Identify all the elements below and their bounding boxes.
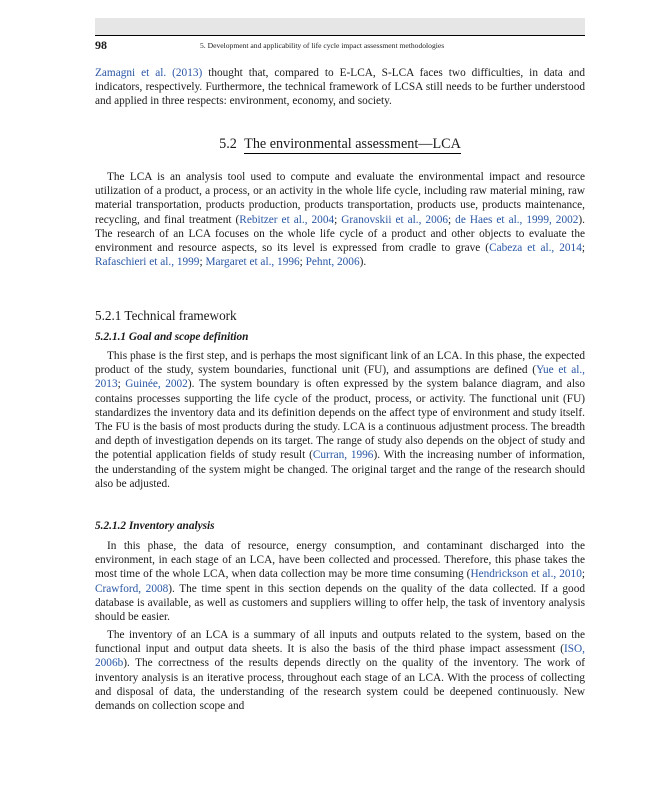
subsubsection-heading-goal-scope: 5.2.1.1 Goal and scope definition	[95, 331, 249, 343]
text-run: ). The correctness of the results depends directly on the quality of the inventory. The work of inventory analysis is an iterative process, throughout each stage of an LCA. With the process of collecting and disposal of data, the understanding of the research system could be deepened continuously. New demands on collection scope and	[95, 657, 585, 713]
section-number: 5.2	[219, 136, 237, 152]
paragraph-goal-scope	[95, 349, 585, 491]
text-run: ;	[117, 378, 126, 391]
text-run: ).	[359, 256, 367, 269]
header-bar	[95, 18, 585, 35]
citation-link[interactable]: Cabeza et al., 2014	[489, 242, 582, 255]
citation-link[interactable]: Guinée, 2002	[125, 378, 188, 391]
subsubsection-heading-inventory: 5.2.1.2 Inventory analysis	[95, 520, 215, 532]
paragraph-lca-definition	[95, 170, 585, 269]
citation-link[interactable]: Margaret et al., 1996	[205, 256, 300, 269]
paragraph-text	[95, 349, 585, 491]
section-heading-5-2	[95, 136, 585, 153]
paragraph-inventory-1	[95, 539, 585, 624]
text-run: ). The system boundary is often expressed by the system balance diagram, and also contains processes supporting the life cycle of the product, process, or activity. The functional unit (FU) standardizes the inventory data and its definition depends on the affect type of environment and study itself. The FU is the basis of most products during the study. LCA is a continuous adjustment process. The breadth and depth of investigation depends on its target. The range of study also depends on the object of study and the potential application fields of study result (	[95, 378, 586, 462]
citation-link[interactable]: Zamagni et al. (2013)	[95, 67, 203, 79]
text-run: This phase is the first step, and is perhaps the most significant link of an LCA. In this phase, the expected product of the study, system boundaries, functional unit (FU), and assumptions are defined (	[95, 350, 585, 377]
citation-link[interactable]: Granovskii et al., 2006	[341, 213, 449, 226]
text-run: The LCA is an analysis tool used to compute and evaluate the environmental impact and resource utilization of a product, a process, or an activity in the whole life cycle, including raw material mining, raw material transportation, products production, products transportation, products use, products maintenance, recycling, and final treatment (	[95, 171, 585, 226]
text-run: The inventory of an LCA is a summary of all inputs and outputs related to the system, based on the functional input and output data sheets. It is also the basis of the third phase impact assessment (	[95, 629, 585, 656]
text-run: ;	[581, 242, 585, 255]
citation-link[interactable]: Rebitzer et al., 2004	[239, 213, 335, 226]
page-number: 98	[95, 38, 107, 52]
paragraph-text	[95, 170, 585, 269]
header-rule	[95, 35, 585, 36]
citation-link[interactable]: Yue et al., 2013	[95, 364, 586, 391]
citation-link[interactable]: Crawford, 2008	[95, 582, 169, 595]
running-title: 5. Development and applicability of life cycle impact assessment methodologies	[200, 41, 445, 50]
citation-link[interactable]: ISO, 2006b	[95, 643, 585, 670]
text-run: ). With the increasing number of information, the understanding of the system might be changed. The original target and the range of the research should also be adjusted.	[95, 449, 585, 490]
citation-link[interactable]: Rafaschieri et al., 1999	[95, 256, 200, 269]
citation-link[interactable]: Curran, 1996	[312, 449, 374, 462]
paragraph-intro	[95, 66, 585, 109]
citation-link[interactable]: Pehnt, 2006	[305, 256, 360, 269]
text-run: ;	[199, 256, 206, 269]
paragraph-text	[95, 66, 585, 109]
text-run: In this phase, the data of resource, energy consumption, and contaminant discharged into the environment, in each stage of an LCA, have been collected and processed. Therefore, this phase takes the most time of the whole LCA, when data collection may be more time consuming (	[95, 540, 585, 581]
text-run: ;	[448, 213, 456, 226]
section-title: The environmental assessment—LCA	[244, 136, 461, 152]
text-run: thought that, compared to E-LCA, S-LCA faces two difficulties, in data and indicators, respectively. Furthermore, the technical framework of LCSA still needs to be further understood and applied in three respects: environment, economy, and society.	[95, 67, 586, 108]
paragraph-inventory-2	[95, 628, 585, 713]
paragraph-text	[95, 628, 585, 713]
text-run: ;	[581, 568, 585, 581]
text-run: ;	[299, 256, 306, 269]
citation-link[interactable]: de Haes et al., 1999, 2002	[455, 213, 579, 226]
text-run: ;	[334, 213, 342, 226]
subsection-heading-5-2-1: 5.2.1 Technical framework	[95, 308, 237, 323]
paragraph-text	[95, 539, 585, 624]
text-run: ). The time spent in this section depends on the quality of the data collected. If a good database is available, as well as customers and suppliers willing to offer help, the task of inventory analysis should be easier.	[95, 582, 585, 624]
citation-link[interactable]: Hendrickson et al., 2010	[470, 568, 582, 581]
text-run: ). The research of an LCA focuses on the whole life cycle of a product and other objects to evaluate the environment and resource aspects, so its level is expressed from cradle to grave (	[95, 213, 585, 255]
